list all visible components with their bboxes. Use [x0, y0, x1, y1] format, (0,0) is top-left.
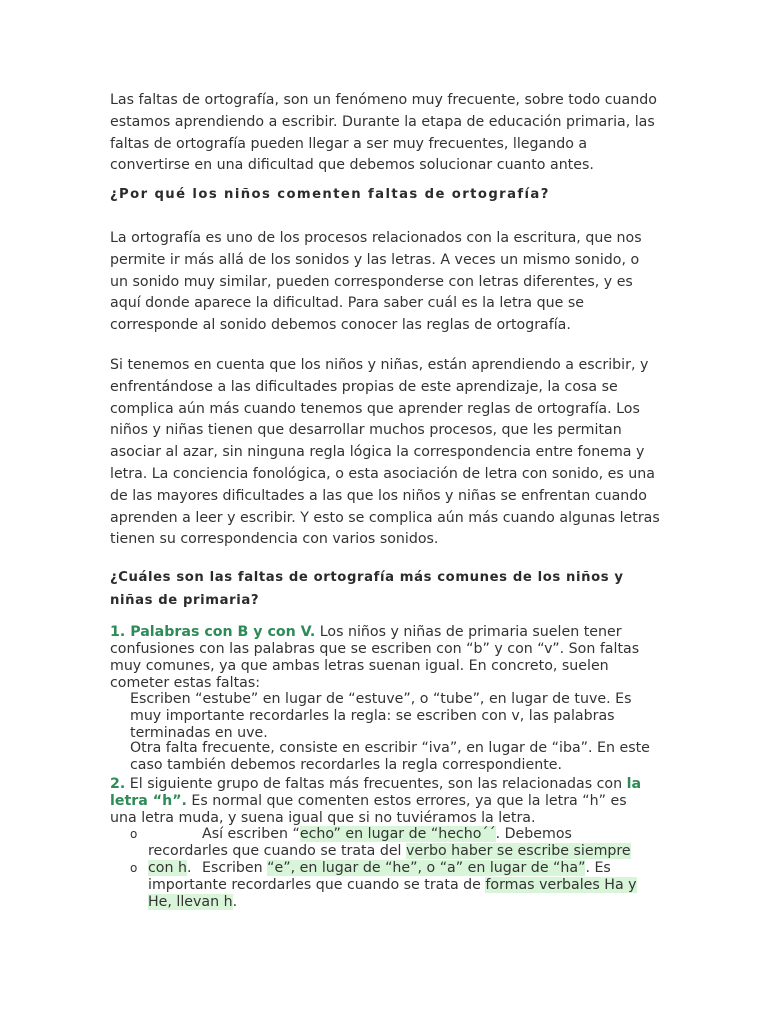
- bullet-2-text-a: Escriben: [202, 860, 268, 876]
- section-h-text-a: El siguiente grupo de faltas más frecuentes, son las relacionadas con: [125, 776, 627, 792]
- section-b-v: [110, 624, 650, 692]
- section-h-number: 2.: [110, 776, 126, 792]
- section-b-v-item-2: Otra falta frecuente, consiste en escribir “iva”, en lugar de “iba”. En este caso también debemos recordarles la regla correspondiente.: [130, 740, 650, 773]
- bullet-circle-icon: o: [130, 827, 138, 841]
- section-b-v-item-1: Escriben “estube” en lugar de “estuve”, o “tube”, en lugar de tuve. Es muy importante recordarles la regla: se escriben con v, las palabras terminadas en uve.: [130, 691, 632, 741]
- bullet-circle-icon: o: [130, 861, 138, 875]
- heading-why-mistakes: ¿Por qué los niños comenten faltas de ortografía?: [110, 187, 550, 202]
- children-learning-paragraph: Si tenemos en cuenta que los niños y niñas, están aprendiendo a escribir, y enfrentándose a las dificultades propias de este aprendizaje, la cosa se complica aún más cuando tenemos que aprender reglas de ortografía. Los niños y niñas tienen que desarrollar muchos procesos, que les permitan asociar al azar, sin ninguna regla lógica la correspondencia entre fonema y letra. La conciencia fonológica, o esta asociación de letra con sonido, es una de las mayores dificultades a las que los niños y niñas se enfrentan cuando aprenden a leer y escribir. Y esto se complica aún más cuando algunas letras tienen su correspondencia con varios sonidos.: [110, 357, 660, 548]
- section-b-v-title: 1. Palabras con B y con V.: [110, 624, 316, 640]
- bullet-1-text-b: . Debemos recordarles que cuando se trata del: [148, 826, 572, 859]
- bullet-e-he: [110, 860, 650, 911]
- bullet-1-text-a: Así escriben “: [202, 826, 300, 842]
- bullet-1-highlight-1: echo” en lugar de “hecho´´: [299, 826, 496, 842]
- section-h-text-b: Es normal que comenten estos errores, ya que la letra “h” es una letra muda, y suena igual que si no tuviéramos la letra.: [110, 793, 627, 826]
- bullet-2-highlight-1: “e”, en lugar de “he”, o “a” en lugar de “ha”: [267, 860, 586, 876]
- section-h: [110, 776, 650, 827]
- orthography-paragraph: La ortografía es uno de los procesos relacionados con la escritura, que nos permite ir más allá de los sonidos y las letras. A veces un mismo sonido, o un sonido muy similar, pueden corresponderse con letras diferentes, y es aquí donde aparece la dificultad. Para saber cuál es la letra que se corresponde al sonido debemos conocer las reglas de ortografía.: [110, 230, 642, 334]
- bullet-2-text-b: . Es importante recordarles que cuando se trata de: [148, 860, 611, 893]
- section-b-v-text: Los niños y niñas de primaria suelen tener confusiones con las palabras que se escriben con “b” y con “v”. Son faltas muy comunes, ya que ambas letras suenan igual. En concreto, suelen cometer estas faltas:: [110, 624, 640, 691]
- bullet-1-highlight-2: verbo haber se escribe siempre con h: [148, 843, 631, 876]
- bullet-1-text-c: .: [186, 860, 192, 876]
- bullet-2-text-c: .: [232, 894, 238, 910]
- intro-paragraph: Las faltas de ortografía, son un fenómeno muy frecuente, sobre todo cuando estamos aprendiendo a escribir. Durante la etapa de educación primaria, las faltas de ortografía pueden llegar a ser muy frecuentes, llegando a convertirse en una dificultad que debemos solucionar cuanto antes.: [110, 92, 657, 174]
- heading-common-mistakes: ¿Cuáles son las faltas de ortografía más comunes de los niños y niñas de primaria?: [110, 570, 624, 608]
- section-h-highlight: la letra “h”.: [110, 776, 642, 809]
- bullet-2-highlight-2: formas verbales Ha y He, llevan h: [148, 877, 637, 910]
